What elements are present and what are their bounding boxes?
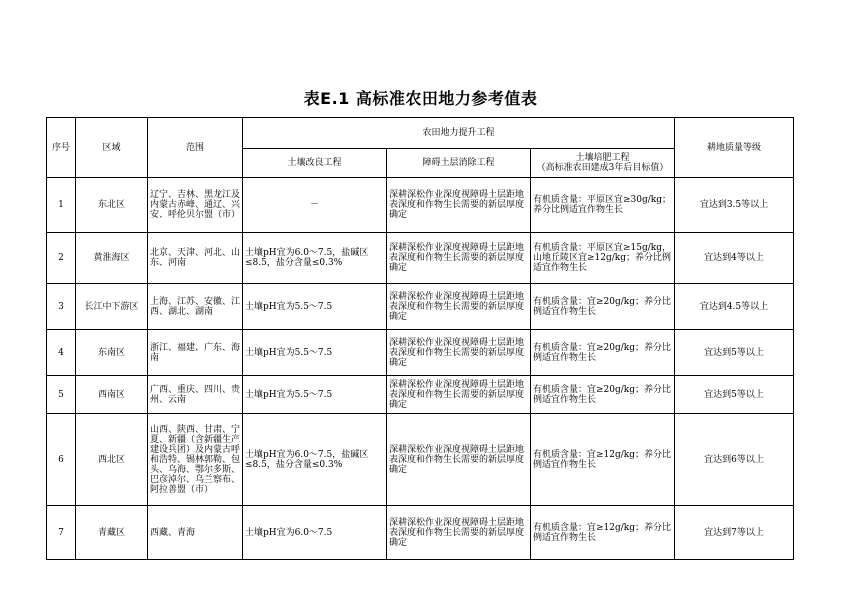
header-soil-improve: 土壤改良工程: [243, 149, 387, 178]
cell-fertility: 有机质含量：宜≥20g/kg；养分比例适宜作物生长: [531, 284, 675, 330]
cell-soil: 土壤pH宜为5.5～7.5: [243, 330, 387, 376]
header-fertility: [531, 149, 675, 178]
cell-quality: 宜达到7等以上: [675, 506, 794, 560]
header-fertility-line1: 土壤培肥工程: [575, 153, 630, 163]
table-row: [47, 233, 794, 284]
table-row: [47, 178, 794, 233]
header-quality: 耕地质量等级: [675, 118, 794, 178]
cell-region: 西北区: [76, 414, 148, 506]
cell-no: 5: [47, 376, 76, 414]
cell-fertility: 有机质含量：宜≥12g/kg；养分比例适宜作物生长: [531, 506, 675, 560]
cell-barrier: 深耕深松作业深度视障碍土层距地表深度和作物生长需要的新层厚度确定: [387, 178, 531, 233]
cell-scope: 上海、江苏、安徽、江西、湖北、湖南: [148, 284, 243, 330]
cell-scope: 广西、重庆、四川、贵州、云南: [148, 376, 243, 414]
header-fertility-line2: （高标准农田建成3年后目标值）: [536, 163, 669, 173]
header-scope: 范围: [148, 118, 243, 178]
cell-barrier: 深耕深松作业深度视障碍土层距地表深度和作物生长需要的新层厚度确定: [387, 284, 531, 330]
cell-soil: 土壤pH宜为5.5～7.5: [243, 284, 387, 330]
cell-scope: 浙江、福建、广东、海南: [148, 330, 243, 376]
header-region: 区域: [76, 118, 148, 178]
cell-region: 青藏区: [76, 506, 148, 560]
cell-scope: 西藏、青海: [148, 506, 243, 560]
header-no: 序号: [47, 118, 76, 178]
cell-no: 4: [47, 330, 76, 376]
cell-no: 1: [47, 178, 76, 233]
cell-region: 东南区: [76, 330, 148, 376]
cell-no: 2: [47, 233, 76, 284]
cell-quality: 宜达到4.5等以上: [675, 284, 794, 330]
cell-scope: 山西、陕西、甘肃、宁夏、新疆（含新疆生产建设兵团）及内蒙古呼和浩特、锡林郭勒、包头、乌海、鄂尔多斯、巴彦淖尔、乌兰察布、阿拉善盟（市）: [148, 414, 243, 506]
header-group: 农田地力提升工程: [243, 118, 675, 149]
cell-soil: 土壤pH宜为6.0～7.5: [243, 506, 387, 560]
cell-fertility: 有机质含量：宜≥20g/kg；养分比例适宜作物生长: [531, 330, 675, 376]
farmland-reference-table: [46, 117, 794, 560]
cell-soil: 土壤pH宜为5.5～7.5: [243, 376, 387, 414]
cell-quality: 宜达到3.5等以上: [675, 178, 794, 233]
table-row: [47, 376, 794, 414]
cell-quality: 宜达到4等以上: [675, 233, 794, 284]
cell-no: 7: [47, 506, 76, 560]
cell-barrier: 深耕深松作业深度视障碍土层距地表深度和作物生长需要的新层厚度确定: [387, 506, 531, 560]
cell-quality: 宜达到6等以上: [675, 414, 794, 506]
cell-region: 东北区: [76, 178, 148, 233]
cell-barrier: 深耕深松作业深度视障碍土层距地表深度和作物生长需要的新层厚度确定: [387, 233, 531, 284]
cell-fertility: 有机质含量：平原区宜≥30g/kg；养分比例适宜作物生长: [531, 178, 675, 233]
cell-quality: 宜达到5等以上: [675, 330, 794, 376]
table-row: [47, 330, 794, 376]
cell-no: 3: [47, 284, 76, 330]
table-title: 表E.1 高标准农田地力参考值表: [303, 89, 538, 108]
cell-soil: 土壤pH宜为6.0～7.5，盐碱区≤8.5，盐分含量≤0.3%: [243, 233, 387, 284]
cell-fertility: 有机质含量：平原区宜≥15g/kg，山地丘陵区宜≥12g/kg；养分比例适宜作物生长: [531, 233, 675, 284]
cell-barrier: 深耕深松作业深度视障碍土层距地表深度和作物生长需要的新层厚度确定: [387, 330, 531, 376]
table-row: [47, 284, 794, 330]
cell-scope: 北京、天津、河北、山东、河南: [148, 233, 243, 284]
table-row: [47, 414, 794, 506]
cell-fertility: 有机质含量：宜≥20g/kg；养分比例适宜作物生长: [531, 376, 675, 414]
cell-region: 长江中下游区: [76, 284, 148, 330]
cell-fertility: 有机质含量：宜≥12g/kg；养分比例适宜作物生长: [531, 414, 675, 506]
cell-soil: －: [243, 178, 387, 233]
cell-no: 6: [47, 414, 76, 506]
header-barrier: 障碍土层消除工程: [387, 149, 531, 178]
cell-region: 黄淮海区: [76, 233, 148, 284]
table-row: [47, 506, 794, 560]
cell-soil: 土壤pH宜为6.0～7.5，盐碱区≤8.5，盐分含量≤0.3%: [243, 414, 387, 506]
cell-region: 西南区: [76, 376, 148, 414]
cell-barrier: 深耕深松作业深度视障碍土层距地表深度和作物生长需要的新层厚度确定: [387, 376, 531, 414]
cell-barrier: 深耕深松作业深度视障碍土层距地表深度和作物生长需要的新层厚度确定: [387, 414, 531, 506]
cell-scope: 辽宁、吉林、黑龙江及内蒙古赤峰、通辽、兴安、呼伦贝尔盟（市）: [148, 178, 243, 233]
cell-quality: 宜达到5等以上: [675, 376, 794, 414]
